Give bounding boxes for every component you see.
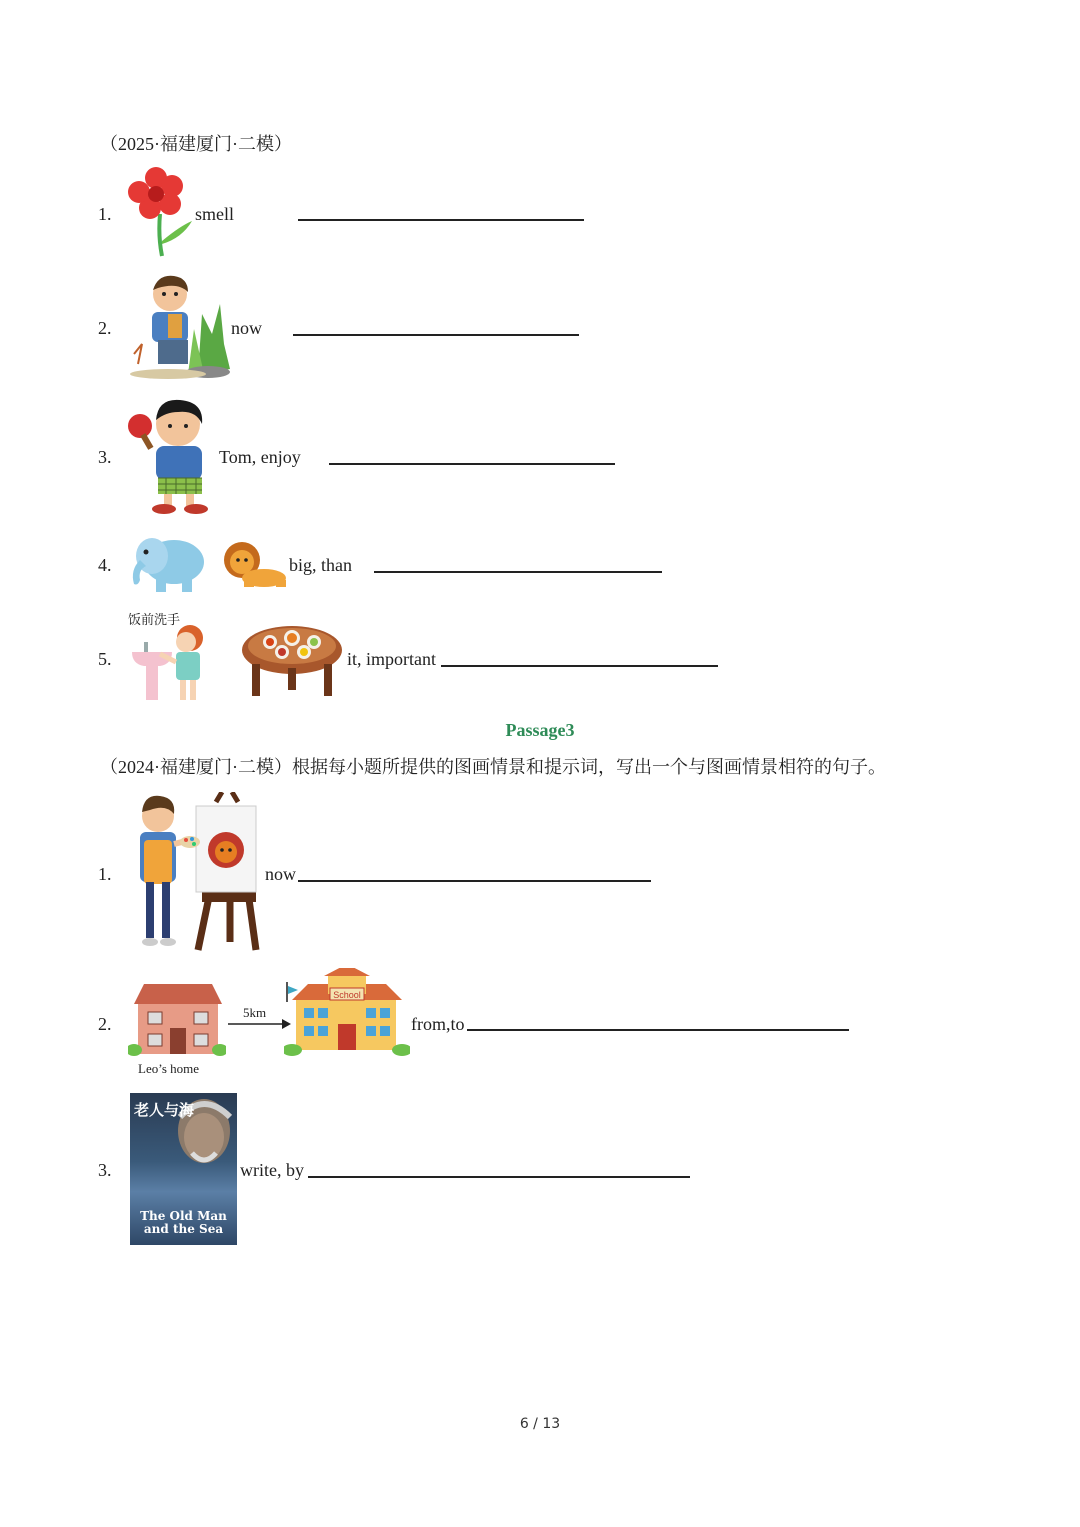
page-number: 6 / 13	[519, 1416, 561, 1432]
elephant-icon	[126, 530, 208, 594]
answer-line[interactable]	[298, 219, 584, 221]
item-number: 3.	[98, 447, 112, 467]
boy-outdoors-icon	[128, 274, 232, 380]
answer-line[interactable]	[441, 665, 718, 667]
hint-now: now	[265, 864, 296, 884]
book-title-en-1: The Old Man	[140, 1209, 227, 1223]
hint-smell: smell	[195, 204, 234, 224]
book-cover-image	[130, 1093, 237, 1245]
hint-write-by: write, by	[240, 1160, 304, 1180]
hint-it-important: it, important	[347, 649, 436, 669]
item-number: 2.	[98, 1014, 112, 1034]
girl-washing-hands-icon	[128, 622, 212, 704]
flower-icon	[126, 166, 196, 258]
distance-label: 5km	[243, 1005, 267, 1020]
boy-painting-icon	[126, 792, 266, 954]
answer-line[interactable]	[374, 571, 662, 573]
source-label-2025: （2025·福建厦门·二模）	[100, 134, 292, 154]
book-title-en-2: and the Sea	[143, 1222, 224, 1236]
home-caption: Leo’s home	[138, 1061, 200, 1076]
item-number: 5.	[98, 649, 112, 669]
arrow-icon	[228, 1018, 292, 1030]
instruction: （2024·福建厦门·二模）根据每小题所提供的图画情景和提示词，写出一个与图画情景相符的句子。	[100, 757, 886, 777]
house-icon	[128, 982, 226, 1058]
item-number: 4.	[98, 555, 112, 575]
item-number: 3.	[98, 1160, 112, 1180]
answer-line[interactable]	[293, 334, 579, 336]
picture-caption: 饭前洗手	[128, 612, 181, 627]
answer-line[interactable]	[308, 1176, 690, 1178]
school-icon	[284, 968, 410, 1056]
boy-ping-pong-icon	[126, 396, 220, 518]
hint-tom-enjoy: Tom, enjoy	[219, 447, 301, 467]
passage-title: Passage3	[505, 720, 575, 740]
item-number: 1.	[98, 204, 112, 224]
item-number: 1.	[98, 864, 112, 884]
hint-now: now	[231, 318, 262, 338]
book-title-cn: 老人与海	[134, 1101, 195, 1119]
dinner-table-icon	[240, 624, 344, 698]
hint-from-to: from,to	[411, 1014, 465, 1034]
answer-line[interactable]	[467, 1029, 849, 1031]
answer-line[interactable]	[298, 880, 651, 882]
answer-line[interactable]	[329, 463, 615, 465]
hint-big-than: big, than	[289, 555, 352, 575]
school-sign: School	[333, 990, 361, 1000]
lion-icon	[222, 540, 290, 590]
item-number: 2.	[98, 318, 112, 338]
